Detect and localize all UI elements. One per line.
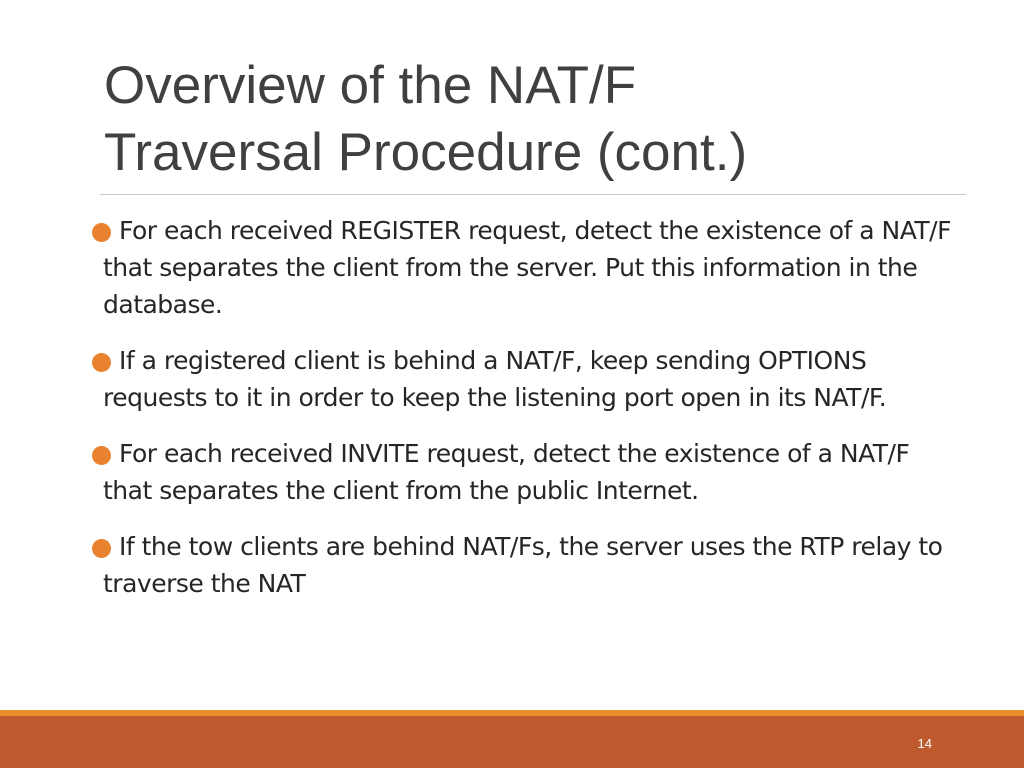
slide-title-line-2: Traversal Procedure (cont.) bbox=[104, 123, 748, 182]
bullet-dot-icon bbox=[92, 353, 111, 372]
bullet-dot-icon bbox=[92, 223, 111, 242]
bullet-text: For each received INVITE request, detect the existence of a NAT/F that separates the client from the public Internet. bbox=[103, 439, 910, 505]
bullet-text: If the tow clients are behind NAT/Fs, the server uses the RTP relay to traverse the NAT bbox=[103, 532, 943, 598]
bullet-text: If a registered client is behind a NAT/F, keep sending OPTIONS requests to it in order to keep the listening port open in its NAT/F. bbox=[103, 346, 887, 412]
page-number: 14 bbox=[917, 736, 932, 751]
title-divider bbox=[100, 194, 966, 195]
slide-title bbox=[104, 52, 964, 186]
bullet-item-options bbox=[92, 342, 952, 416]
bullet-item-rtp-relay bbox=[92, 528, 952, 602]
bullet-dot-icon bbox=[92, 539, 111, 558]
bullet-dot-icon bbox=[92, 446, 111, 465]
bullet-item-register bbox=[92, 212, 952, 323]
slide-title-line-1: Overview of the NAT/F bbox=[104, 56, 637, 115]
bullet-item-invite bbox=[92, 435, 952, 509]
bullet-text: For each received REGISTER request, detect the existence of a NAT/F that separates the client from the server. Put this information in the database. bbox=[103, 216, 951, 319]
bullet-list bbox=[92, 212, 952, 621]
footer-bar bbox=[0, 716, 1024, 768]
